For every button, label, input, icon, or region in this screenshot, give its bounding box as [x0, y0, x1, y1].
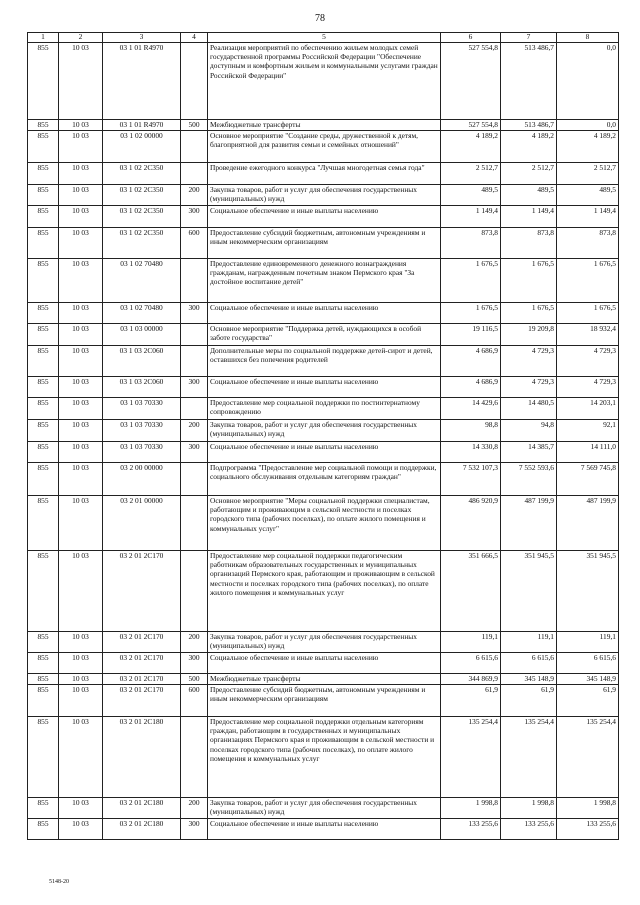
row-value-3: 0,0	[557, 120, 619, 131]
row-value-3: 7 569 745,8	[557, 463, 619, 496]
row-expense-type	[181, 346, 208, 377]
row-value-3: 135 254,4	[557, 717, 619, 798]
row-section: 10 03	[59, 324, 103, 346]
row-code: 855	[28, 442, 59, 463]
header-cell: 4	[181, 33, 208, 43]
row-value-1: 4 189,2	[441, 131, 501, 163]
row-value-2: 345 148,9	[501, 674, 557, 685]
row-value-3: 873,8	[557, 228, 619, 259]
row-target-article: 03 2 01 2C170	[103, 551, 181, 632]
row-name: Предоставление единовременного денежного вознаграждения гражданам, награжденным почетным знаком Пермского края "За достойное воспитание детей"	[208, 259, 441, 303]
row-value-1: 133 255,6	[441, 819, 501, 840]
row-value-1: 351 666,5	[441, 551, 501, 632]
row-value-2: 61,9	[501, 685, 557, 717]
row-name: Социальное обеспечение и иные выплаты населению	[208, 303, 441, 324]
row-value-2: 7 552 593,6	[501, 463, 557, 496]
row-section: 10 03	[59, 463, 103, 496]
row-expense-type: 200	[181, 420, 208, 442]
budget-table	[27, 32, 619, 840]
table-row	[28, 259, 619, 303]
row-code: 855	[28, 653, 59, 674]
row-expense-type	[181, 551, 208, 632]
row-value-3: 119,1	[557, 632, 619, 653]
row-value-2: 6 615,6	[501, 653, 557, 674]
row-section: 10 03	[59, 163, 103, 185]
table-row	[28, 228, 619, 259]
row-code: 855	[28, 632, 59, 653]
row-name: Предоставление субсидий бюджетным, автономным учреждениям и иным некоммерческим организациям	[208, 228, 441, 259]
row-code: 855	[28, 463, 59, 496]
header-cell: 5	[208, 33, 441, 43]
row-name: Проведение ежегодного конкурса "Лучшая многодетная семья года"	[208, 163, 441, 185]
row-value-1: 6 615,6	[441, 653, 501, 674]
row-value-2: 513 486,7	[501, 43, 557, 120]
table-row	[28, 420, 619, 442]
row-value-3: 1 676,5	[557, 259, 619, 303]
table-row	[28, 674, 619, 685]
row-target-article: 03 2 01 2C170	[103, 674, 181, 685]
row-value-1: 486 920,9	[441, 496, 501, 551]
header-cell: 2	[59, 33, 103, 43]
row-value-3: 1 149,4	[557, 206, 619, 228]
row-value-3: 4 729,3	[557, 377, 619, 398]
row-expense-type: 200	[181, 632, 208, 653]
table-row	[28, 43, 619, 120]
row-value-3: 351 945,5	[557, 551, 619, 632]
row-name: Межбюджетные трансферты	[208, 674, 441, 685]
row-section: 10 03	[59, 420, 103, 442]
row-code: 855	[28, 228, 59, 259]
row-name: Закупка товаров, работ и услуг для обеспечения государственных (муниципальных) нужд	[208, 632, 441, 653]
row-value-2: 14 385,7	[501, 442, 557, 463]
row-code: 855	[28, 43, 59, 120]
row-value-1: 873,8	[441, 228, 501, 259]
row-code: 855	[28, 259, 59, 303]
row-name: Социальное обеспечение и иные выплаты населению	[208, 442, 441, 463]
row-expense-type	[181, 43, 208, 120]
row-section: 10 03	[59, 632, 103, 653]
row-value-3: 4 189,2	[557, 131, 619, 163]
row-section: 10 03	[59, 259, 103, 303]
row-value-1: 14 330,8	[441, 442, 501, 463]
table-row	[28, 131, 619, 163]
row-section: 10 03	[59, 120, 103, 131]
row-value-2: 135 254,4	[501, 717, 557, 798]
row-code: 855	[28, 819, 59, 840]
table-row	[28, 120, 619, 131]
row-code: 855	[28, 420, 59, 442]
row-code: 855	[28, 346, 59, 377]
row-expense-type	[181, 717, 208, 798]
row-code: 855	[28, 185, 59, 206]
row-expense-type	[181, 398, 208, 420]
row-expense-type: 300	[181, 303, 208, 324]
row-code: 855	[28, 496, 59, 551]
table-header-row	[28, 33, 619, 43]
row-code: 855	[28, 674, 59, 685]
row-target-article: 03 1 02 70480	[103, 259, 181, 303]
row-value-1: 1 676,5	[441, 303, 501, 324]
row-target-article: 03 2 01 2C170	[103, 653, 181, 674]
row-section: 10 03	[59, 185, 103, 206]
row-value-3: 487 199,9	[557, 496, 619, 551]
row-value-2: 14 480,5	[501, 398, 557, 420]
row-name: Закупка товаров, работ и услуг для обеспечения государственных (муниципальных) нужд	[208, 185, 441, 206]
row-value-3: 1 676,5	[557, 303, 619, 324]
row-target-article: 03 1 02 2C350	[103, 163, 181, 185]
row-name: Закупка товаров, работ и услуг для обеспечения государственных (муниципальных) нужд	[208, 420, 441, 442]
row-section: 10 03	[59, 674, 103, 685]
row-section: 10 03	[59, 131, 103, 163]
row-value-2: 4 729,3	[501, 346, 557, 377]
row-section: 10 03	[59, 377, 103, 398]
row-name: Предоставление мер социальной поддержки педагогическим работникам образовательных государственных и муниципальных организаций Пермского края, работающим и проживающим в сельской местности и поселках городского типа (рабочих поселках), по оплате жилого помещения и коммунальных услуг	[208, 551, 441, 632]
table-row	[28, 303, 619, 324]
row-value-1: 7 532 107,3	[441, 463, 501, 496]
row-value-2: 487 199,9	[501, 496, 557, 551]
row-value-1: 344 869,9	[441, 674, 501, 685]
row-code: 855	[28, 303, 59, 324]
row-name: Социальное обеспечение и иные выплаты населению	[208, 377, 441, 398]
table-row	[28, 463, 619, 496]
row-section: 10 03	[59, 496, 103, 551]
row-expense-type: 300	[181, 819, 208, 840]
row-target-article: 03 2 01 00000	[103, 496, 181, 551]
row-name: Дополнительные меры по социальной поддержке детей-сирот и детей, оставшихся без попечения родителей	[208, 346, 441, 377]
row-value-1: 98,8	[441, 420, 501, 442]
row-section: 10 03	[59, 685, 103, 717]
row-target-article: 03 2 00 00000	[103, 463, 181, 496]
row-target-article: 03 1 03 70330	[103, 442, 181, 463]
row-value-1: 19 116,5	[441, 324, 501, 346]
page-number: 78	[315, 13, 325, 24]
row-name: Социальное обеспечение и иные выплаты населению	[208, 206, 441, 228]
row-value-1: 119,1	[441, 632, 501, 653]
row-expense-type: 500	[181, 674, 208, 685]
row-name: Социальное обеспечение и иные выплаты населению	[208, 819, 441, 840]
row-name: Предоставление мер социальной поддержки отдельным категориям граждан, работающим в государственных и муниципальных организациях Пермского края и проживающим в сельской местности и поселках городского типа (рабочих поселках), по оплате жилого помещения и коммунальных услуг	[208, 717, 441, 798]
row-value-3: 92,1	[557, 420, 619, 442]
row-code: 855	[28, 324, 59, 346]
row-value-3: 1 998,8	[557, 798, 619, 819]
row-target-article: 03 1 02 2C350	[103, 206, 181, 228]
row-value-1: 1 998,8	[441, 798, 501, 819]
row-value-2: 2 512,7	[501, 163, 557, 185]
table-row	[28, 717, 619, 798]
row-section: 10 03	[59, 398, 103, 420]
row-value-1: 2 512,7	[441, 163, 501, 185]
row-value-2: 873,8	[501, 228, 557, 259]
row-code: 855	[28, 163, 59, 185]
table-row	[28, 551, 619, 632]
row-value-3: 18 932,4	[557, 324, 619, 346]
row-value-1: 489,5	[441, 185, 501, 206]
row-value-3: 489,5	[557, 185, 619, 206]
row-value-2: 4 729,3	[501, 377, 557, 398]
row-target-article: 03 1 01 R4970	[103, 43, 181, 120]
row-code: 855	[28, 377, 59, 398]
row-name: Предоставление субсидий бюджетным, автономным учреждениям и иным некоммерческим организациям	[208, 685, 441, 717]
row-section: 10 03	[59, 442, 103, 463]
header-cell: 3	[103, 33, 181, 43]
table-row	[28, 206, 619, 228]
row-expense-type	[181, 496, 208, 551]
table-row	[28, 163, 619, 185]
row-value-1: 61,9	[441, 685, 501, 717]
row-value-1: 4 686,9	[441, 377, 501, 398]
row-section: 10 03	[59, 346, 103, 377]
table-row	[28, 185, 619, 206]
row-name: Подпрограмма "Предоставление мер социальной помощи и поддержки, социального обслуживания отдельным категориям граждан"	[208, 463, 441, 496]
table-row	[28, 442, 619, 463]
row-code: 855	[28, 551, 59, 632]
row-code: 855	[28, 798, 59, 819]
row-section: 10 03	[59, 819, 103, 840]
row-target-article: 03 1 02 2C350	[103, 228, 181, 259]
footer-code: 5148-20	[49, 879, 69, 885]
row-value-3: 2 512,7	[557, 163, 619, 185]
row-value-1: 4 686,9	[441, 346, 501, 377]
row-expense-type: 200	[181, 185, 208, 206]
row-value-2: 351 945,5	[501, 551, 557, 632]
table-row	[28, 798, 619, 819]
row-code: 855	[28, 398, 59, 420]
header-cell: 7	[501, 33, 557, 43]
row-expense-type	[181, 463, 208, 496]
row-expense-type: 500	[181, 120, 208, 131]
row-target-article: 03 2 01 2C170	[103, 685, 181, 717]
table-row	[28, 324, 619, 346]
row-name: Закупка товаров, работ и услуг для обеспечения государственных (муниципальных) нужд	[208, 798, 441, 819]
row-expense-type: 600	[181, 228, 208, 259]
row-expense-type: 200	[181, 798, 208, 819]
row-value-1: 1 676,5	[441, 259, 501, 303]
row-expense-type	[181, 131, 208, 163]
header-cell: 6	[441, 33, 501, 43]
row-value-3: 0,0	[557, 43, 619, 120]
row-section: 10 03	[59, 206, 103, 228]
row-section: 10 03	[59, 551, 103, 632]
row-value-2: 19 209,8	[501, 324, 557, 346]
row-expense-type	[181, 259, 208, 303]
row-value-3: 133 255,6	[557, 819, 619, 840]
row-value-2: 1 676,5	[501, 259, 557, 303]
row-name: Основное мероприятие "Поддержка детей, нуждающихся в особой заботе государства"	[208, 324, 441, 346]
row-expense-type: 300	[181, 442, 208, 463]
header-cell: 1	[28, 33, 59, 43]
table-row	[28, 632, 619, 653]
row-value-3: 61,9	[557, 685, 619, 717]
table-row	[28, 346, 619, 377]
table-row	[28, 819, 619, 840]
row-target-article: 03 1 02 2C350	[103, 185, 181, 206]
table-row	[28, 653, 619, 674]
row-value-2: 1 676,5	[501, 303, 557, 324]
row-value-2: 119,1	[501, 632, 557, 653]
row-target-article: 03 1 03 70330	[103, 398, 181, 420]
row-value-1: 135 254,4	[441, 717, 501, 798]
row-value-2: 94,8	[501, 420, 557, 442]
row-target-article: 03 1 01 R4970	[103, 120, 181, 131]
row-name: Социальное обеспечение и иные выплаты населению	[208, 653, 441, 674]
table-row	[28, 685, 619, 717]
row-section: 10 03	[59, 653, 103, 674]
row-name: Межбюджетные трансферты	[208, 120, 441, 131]
row-target-article: 03 2 01 2C170	[103, 632, 181, 653]
row-expense-type: 300	[181, 653, 208, 674]
row-name: Основное мероприятие "Создание среды, дружественной к детям, благоприятной для развития семьи и семейных отношений"	[208, 131, 441, 163]
row-value-3: 14 203,1	[557, 398, 619, 420]
row-expense-type: 600	[181, 685, 208, 717]
row-value-2: 4 189,2	[501, 131, 557, 163]
table-body	[28, 43, 619, 840]
row-target-article: 03 1 03 2C060	[103, 346, 181, 377]
row-code: 855	[28, 131, 59, 163]
row-value-2: 513 486,7	[501, 120, 557, 131]
row-value-2: 133 255,6	[501, 819, 557, 840]
row-section: 10 03	[59, 43, 103, 120]
row-target-article: 03 1 03 00000	[103, 324, 181, 346]
row-value-3: 345 148,9	[557, 674, 619, 685]
row-target-article: 03 1 03 70330	[103, 420, 181, 442]
table-row	[28, 398, 619, 420]
row-target-article: 03 2 01 2C180	[103, 798, 181, 819]
row-code: 855	[28, 206, 59, 228]
row-target-article: 03 2 01 2C180	[103, 717, 181, 798]
row-value-2: 1 149,4	[501, 206, 557, 228]
row-value-3: 4 729,3	[557, 346, 619, 377]
row-value-1: 527 554,8	[441, 43, 501, 120]
row-code: 855	[28, 120, 59, 131]
table-row	[28, 496, 619, 551]
row-code: 855	[28, 685, 59, 717]
row-expense-type: 300	[181, 206, 208, 228]
row-value-1: 14 429,6	[441, 398, 501, 420]
table-row	[28, 377, 619, 398]
row-value-1: 527 554,8	[441, 120, 501, 131]
row-value-2: 1 998,8	[501, 798, 557, 819]
row-value-2: 489,5	[501, 185, 557, 206]
row-section: 10 03	[59, 228, 103, 259]
row-name: Основное мероприятие "Меры социальной поддержки специалистам, работающим и проживающим в сельской местности и поселках городского типа (рабочих поселках), по оплате жилого помещения и коммунальных услуг"	[208, 496, 441, 551]
row-value-1: 1 149,4	[441, 206, 501, 228]
row-expense-type	[181, 163, 208, 185]
row-target-article: 03 1 03 2C060	[103, 377, 181, 398]
row-code: 855	[28, 717, 59, 798]
row-value-3: 6 615,6	[557, 653, 619, 674]
row-section: 10 03	[59, 303, 103, 324]
row-name: Реализация мероприятий по обеспечению жильем молодых семей государственной программы Российской Федерации "Обеспечение доступным и комфортным жильем и коммунальными услугами граждан Российской Федерации"	[208, 43, 441, 120]
row-target-article: 03 1 02 00000	[103, 131, 181, 163]
row-value-3: 14 111,0	[557, 442, 619, 463]
row-target-article: 03 1 02 70480	[103, 303, 181, 324]
row-expense-type: 300	[181, 377, 208, 398]
row-target-article: 03 2 01 2C180	[103, 819, 181, 840]
row-section: 10 03	[59, 717, 103, 798]
row-section: 10 03	[59, 798, 103, 819]
row-expense-type	[181, 324, 208, 346]
header-cell: 8	[557, 33, 619, 43]
row-name: Предоставление мер социальной поддержки по постинтернатному сопровождению	[208, 398, 441, 420]
